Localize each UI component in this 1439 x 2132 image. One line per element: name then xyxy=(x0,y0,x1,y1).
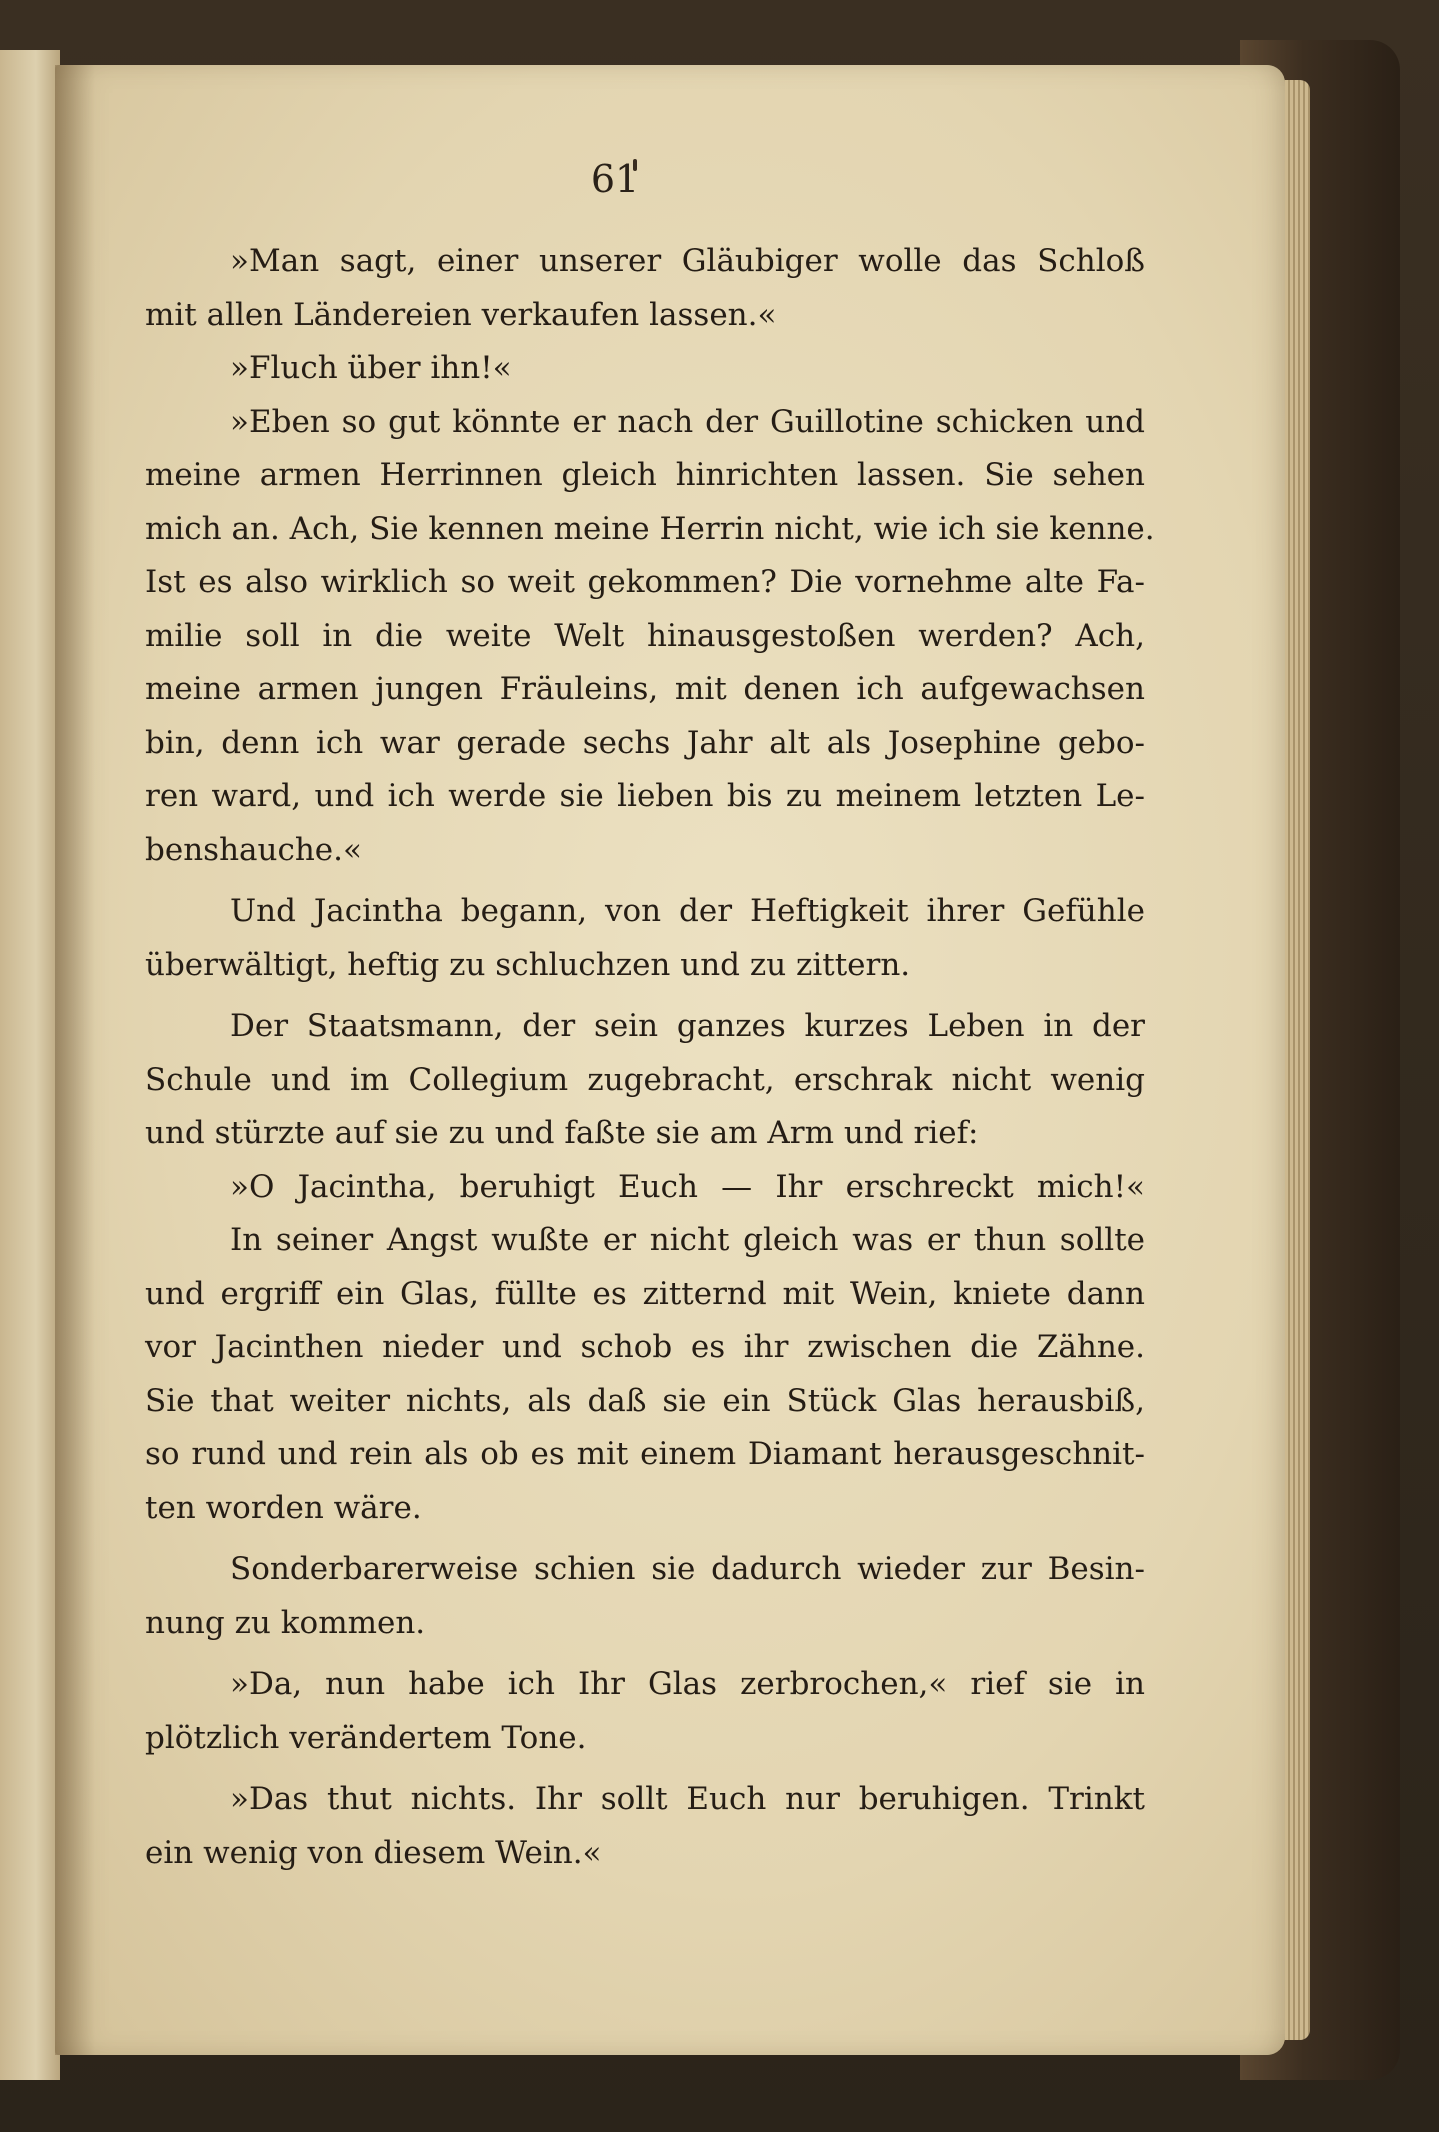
paragraph-gap xyxy=(145,1765,1145,1773)
text-line: Sie that weiter nichts, als daß sie ein Stück Glas herausbiß, xyxy=(145,1382,1145,1419)
text-line: milie soll in die weite Welt hinausgestoßen werden? Ach, xyxy=(145,617,1145,654)
body-text xyxy=(145,235,1155,1880)
text-line: »Da, nun habe ich Ihr Glas zerbrochen,« rief sie in xyxy=(230,1666,1145,1702)
book-page xyxy=(55,65,1285,2055)
paragraph-gap xyxy=(145,877,1145,885)
text-line: »Das thut nichts. Ihr sollt Euch nur beruhigen. Trinkt xyxy=(230,1781,1145,1817)
text-line: meine armen Herrinnen gleich hinrichten lassen. Sie sehen xyxy=(145,457,1145,493)
text-line: und stürzte auf sie zu und faßte sie am Arm und rief: xyxy=(145,1115,979,1151)
text-line: Sonderbarerweise schien sie dadurch wieder zur Besin- xyxy=(230,1551,1145,1587)
left-page-edge xyxy=(0,50,60,2080)
text-line: und ergriff ein Glas, füllte es zitternd mit Wein, kniete dann xyxy=(145,1275,1145,1312)
text-line: Der Staatsmann, der sein ganzes kurzes Leben in der xyxy=(230,1008,1145,1044)
page-gutter-shadow xyxy=(55,65,95,2055)
text-line: Schule und im Collegium zugebracht, erschrak nicht wenig xyxy=(145,1061,1145,1098)
text-line: bin, denn ich war gerade sechs Jahr alt als Josephine gebo- xyxy=(145,724,1145,761)
paragraph-gap xyxy=(145,1650,1145,1658)
text-line: vor Jacinthen nieder und schob es ihr zwischen die Zähne. xyxy=(145,1329,1145,1365)
text-line: plötzlich verändertem Tone. xyxy=(145,1719,587,1756)
text-line: ren ward, und ich werde sie lieben bis zu meinem letzten Le- xyxy=(145,778,1145,814)
text-line: mit allen Ländereien verkaufen lassen.« xyxy=(145,296,777,333)
page-number: 61 xyxy=(590,157,640,201)
text-line: mich an. Ach, Sie kennen meine Herrin nicht, wie ich sie kenne. xyxy=(145,510,1155,547)
paragraph-gap xyxy=(145,1535,1145,1543)
text-line: ein wenig von diesem Wein.« xyxy=(145,1834,602,1871)
text-line: »Man sagt, einer unserer Gläubiger wolle das Schloß xyxy=(230,243,1145,279)
text-line: ten worden wäre. xyxy=(145,1489,422,1526)
text-line: »O Jacintha, beruhigt Euch — Ihr erschreckt mich!« xyxy=(230,1168,1145,1205)
text-line: meine armen jungen Fräuleins, mit denen ich aufgewachsen xyxy=(145,671,1145,707)
text-line: Ist es also wirklich so weit gekommen? Die vornehme alte Fa- xyxy=(145,564,1145,600)
text-line: In seiner Angst wußte er nicht gleich was er thun sollte xyxy=(230,1222,1145,1258)
text-line: so rund und rein als ob es mit einem Diamant herausgeschnit- xyxy=(145,1436,1145,1472)
text-line: überwältigt, heftig zu schluchzen und zu zittern. xyxy=(145,946,911,983)
paragraph-gap xyxy=(145,992,1145,1000)
text-line: »Fluch über ihn!« xyxy=(230,350,512,386)
text-line: Und Jacintha begann, von der Heftigkeit ihrer Gefühle xyxy=(230,893,1145,929)
text-line: nung zu kommen. xyxy=(145,1604,426,1641)
text-line: benshauche.« xyxy=(145,831,362,868)
text-line: »Eben so gut könnte er nach der Guillotine schicken und xyxy=(230,403,1145,440)
